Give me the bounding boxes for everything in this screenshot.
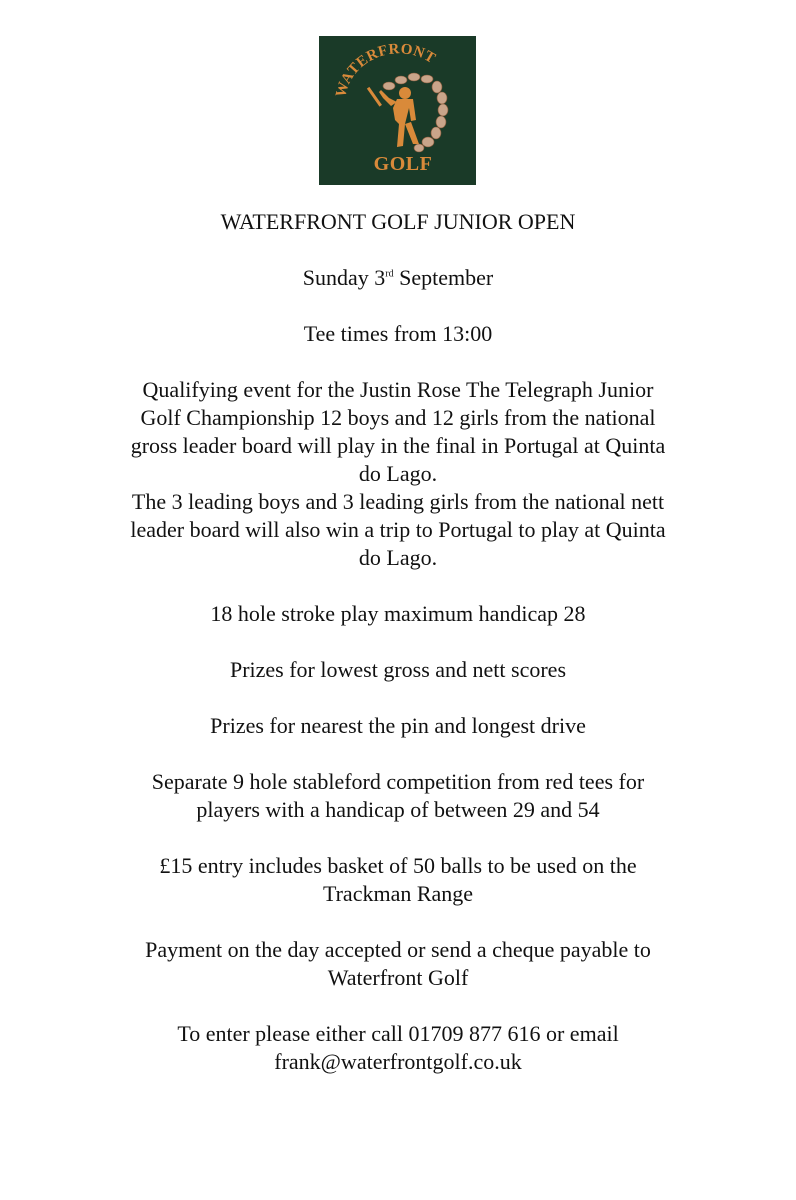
logo-graphic <box>319 36 476 185</box>
qualifying-line: The 3 leading boys and 3 leading girls from the national nett <box>131 489 665 514</box>
contact-email: frank@waterfrontgolf.co.uk <box>274 1049 522 1074</box>
payment-info <box>0 936 796 992</box>
contact-line: To enter please either call 01709 877 616 or email <box>177 1021 619 1046</box>
qualifying-line: gross leader board will play in the final in Portugal at Quinta <box>130 433 666 458</box>
qualifying-info <box>0 376 796 572</box>
prizes-skills: Prizes for nearest the pin and longest drive <box>210 713 586 738</box>
contact-info <box>0 1020 796 1076</box>
qualifying-line: do Lago. <box>358 461 438 486</box>
payment-line: Payment on the day accepted or send a cheque payable to <box>145 937 651 962</box>
waterfront-golf-logo <box>319 36 476 185</box>
qualifying-line: Qualifying event for the Justin Rose The Telegraph Junior <box>142 377 654 402</box>
logo-bottom-text: GOLF <box>373 153 433 175</box>
entry-line: Trackman Range <box>322 881 474 906</box>
entry-line: £15 entry includes basket of 50 balls to be used on the <box>159 853 637 878</box>
stableford-line: players with a handicap of between 29 and 54 <box>196 797 600 822</box>
event-date-prefix: Sunday 3 <box>302 265 386 290</box>
payment-line: Waterfront Golf <box>327 965 469 990</box>
event-date-month: September <box>393 265 494 290</box>
event-date <box>0 264 796 292</box>
competition-format: 18 hole stroke play maximum handicap 28 <box>210 601 586 626</box>
logo-top-text: WATERFRONT <box>333 41 439 99</box>
stableford-line: Separate 9 hole stableford competition from red tees for <box>151 769 645 794</box>
qualifying-line: do Lago. <box>358 545 438 570</box>
entry-fee-info <box>0 852 796 908</box>
prizes-scores: Prizes for lowest gross and nett scores <box>229 657 567 682</box>
flyer-body <box>0 208 796 1104</box>
qualifying-line: Golf Championship 12 boys and 12 girls from the national <box>140 405 656 430</box>
stableford-info <box>0 768 796 824</box>
qualifying-line: leader board will also win a trip to Portugal to play at Quinta <box>130 517 666 542</box>
event-date-ordinal: rd <box>385 268 394 280</box>
event-title: WATERFRONT GOLF JUNIOR OPEN <box>220 209 576 234</box>
tee-times: Tee times from 13:00 <box>303 321 493 346</box>
